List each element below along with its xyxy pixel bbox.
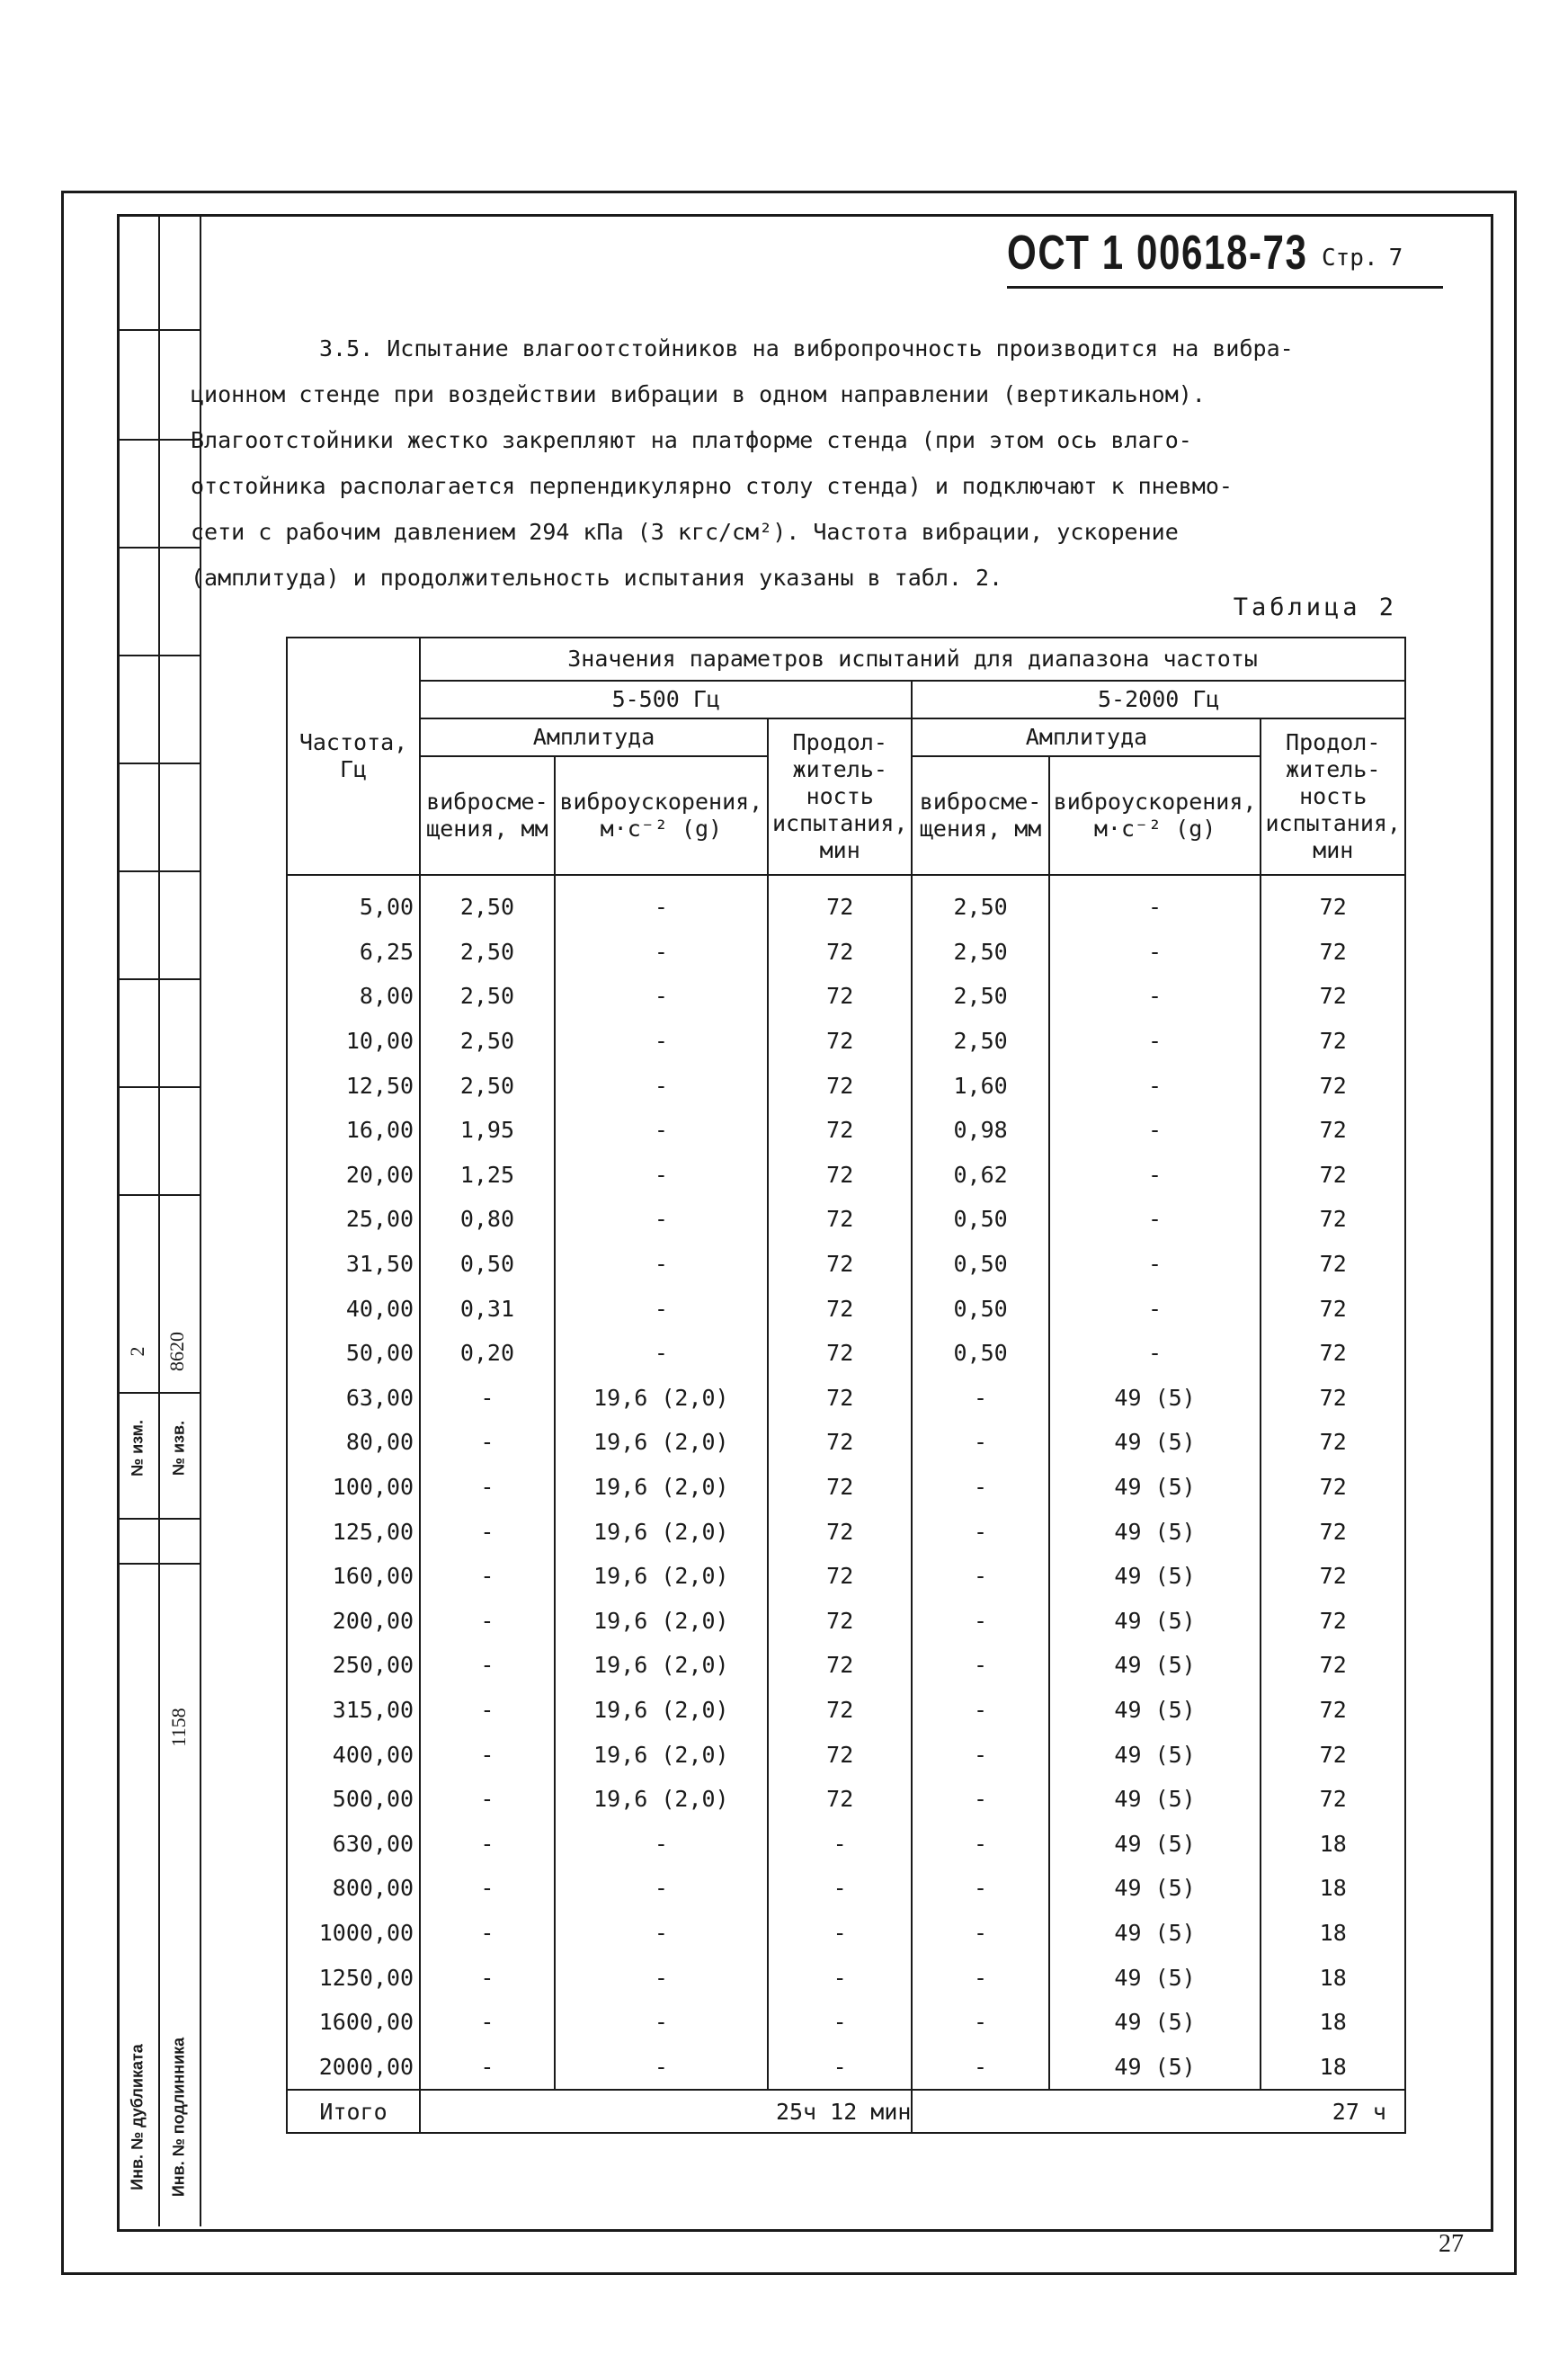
side-stamp-divider <box>117 1086 200 1088</box>
table-cell: - <box>768 1866 913 1911</box>
frequency-cell: 125,00 <box>287 1509 420 1554</box>
table-cell: - <box>1049 930 1261 975</box>
table-cell: 72 <box>768 1554 913 1599</box>
table-row <box>287 1955 1405 2000</box>
table-cell: 49 (5) <box>1049 1955 1261 2000</box>
table-row <box>287 1376 1405 1421</box>
table-cell: - <box>555 1955 768 2000</box>
total-range2: 27 ч <box>912 2090 1405 2133</box>
table-cell: - <box>555 1286 768 1331</box>
range2-duration-header: Продол-житель-ность испытания, мин <box>1261 718 1405 875</box>
table-cell: 72 <box>768 1688 913 1733</box>
table-cell: 72 <box>1261 1554 1405 1599</box>
table-cell: 49 (5) <box>1049 1376 1261 1421</box>
table-cell: - <box>912 1777 1048 1822</box>
table-cell: 49 (5) <box>1049 1643 1261 1688</box>
table-cell: - <box>912 1866 1048 1911</box>
table-cell: - <box>555 1153 768 1198</box>
side-stamp-divider <box>117 1392 200 1394</box>
table-cell: - <box>555 2000 768 2045</box>
table-cell: 19,6 (2,0) <box>555 1599 768 1644</box>
frequency-cell: 8,00 <box>287 974 420 1019</box>
frequency-header: Частота, Гц <box>287 638 420 875</box>
frequency-cell: 80,00 <box>287 1420 420 1465</box>
table-cell: 19,6 (2,0) <box>555 1465 768 1510</box>
table-cell: - <box>912 1955 1048 2000</box>
frequency-cell: 16,00 <box>287 1108 420 1153</box>
table-row <box>287 875 1405 930</box>
table-cell: - <box>420 1821 555 1866</box>
table-cell: - <box>420 1376 555 1421</box>
notice-number: 8620 <box>165 1332 188 1371</box>
table-cell: 72 <box>1261 1599 1405 1644</box>
table-row <box>287 1197 1405 1242</box>
table-cell: 2,50 <box>912 1019 1048 1064</box>
table-row <box>287 1331 1405 1376</box>
section-paragraph <box>191 326 1389 601</box>
table-cell: 72 <box>768 1465 913 1510</box>
side-stamp-divider <box>117 547 200 549</box>
table-cell: 72 <box>768 930 913 975</box>
table-cell: - <box>420 1688 555 1733</box>
table-cell: 0,80 <box>420 1197 555 1242</box>
table-cell: - <box>420 1777 555 1822</box>
table-cell: 2,50 <box>912 875 1048 930</box>
frequency-cell: 315,00 <box>287 1688 420 1733</box>
table-row <box>287 1688 1405 1733</box>
table-cell: - <box>420 1599 555 1644</box>
paragraph-line: ционном стенде при воздействии вибрации в одном направлении (вертикальном). <box>191 381 1206 407</box>
table-cell: 19,6 (2,0) <box>555 1777 768 1822</box>
table-cell: - <box>420 2044 555 2090</box>
table-cell: 72 <box>768 875 913 930</box>
table-cell: - <box>555 1242 768 1287</box>
paragraph-line: отстойника располагается перпендикулярно столу стенда) и подключают к пневмо- <box>191 473 1233 499</box>
frequency-cell: 5,00 <box>287 875 420 930</box>
side-stamp-divider <box>117 1194 200 1196</box>
table-cell: 0,50 <box>912 1286 1048 1331</box>
table-cell: 72 <box>1261 1465 1405 1510</box>
frequency-cell: 100,00 <box>287 1465 420 1510</box>
side-stamp-divider <box>117 1518 200 1520</box>
table-row <box>287 1509 1405 1554</box>
frequency-cell: 630,00 <box>287 1821 420 1866</box>
table-cell: 72 <box>768 1197 913 1242</box>
page-header-number <box>1322 245 1403 272</box>
table-cell: 18 <box>1261 2000 1405 2045</box>
table-cell: - <box>912 1599 1048 1644</box>
header-rule <box>1007 286 1443 289</box>
table-row <box>287 2000 1405 2045</box>
table-cell: 18 <box>1261 1911 1405 1956</box>
table-cell: - <box>555 1331 768 1376</box>
table-cell: 49 (5) <box>1049 2000 1261 2045</box>
table-cell: 49 (5) <box>1049 1465 1261 1510</box>
frequency-cell: 800,00 <box>287 1866 420 1911</box>
table-cell: - <box>555 1197 768 1242</box>
side-stamp-divider <box>117 329 200 331</box>
frequency-cell: 200,00 <box>287 1599 420 1644</box>
table-cell: - <box>555 974 768 1019</box>
table-row <box>287 930 1405 975</box>
table-cell: - <box>1049 875 1261 930</box>
table-cell: 72 <box>1261 1108 1405 1153</box>
table-cell: 72 <box>1261 1509 1405 1554</box>
table-cell: 0,50 <box>912 1242 1048 1287</box>
table-cell: 0,31 <box>420 1286 555 1331</box>
table-cell: - <box>768 1821 913 1866</box>
side-stamp-divider <box>117 978 200 980</box>
table-cell: 72 <box>1261 1777 1405 1822</box>
table-row <box>287 1019 1405 1064</box>
table-cell: 72 <box>1261 1286 1405 1331</box>
table-cell: 19,6 (2,0) <box>555 1420 768 1465</box>
table-cell: 72 <box>768 1242 913 1287</box>
frequency-cell: 500,00 <box>287 1777 420 1822</box>
frequency-cell: 6,25 <box>287 930 420 975</box>
table-cell: 72 <box>768 1286 913 1331</box>
paragraph-line: (амплитуда) и продолжительность испытания указаны в табл. 2. <box>191 565 1003 591</box>
table-row <box>287 974 1405 1019</box>
document-code: ОСТ 1 00618-73 <box>1007 226 1308 280</box>
table-cell: - <box>768 1955 913 2000</box>
table-cell: - <box>420 1465 555 1510</box>
side-stamp-divider <box>117 763 200 764</box>
paragraph-line: 3.5. Испытание влагоотстойников на вибропрочность производится на вибра- <box>319 335 1294 361</box>
original-inventory-label: Инв. № подлинника <box>169 2037 188 2198</box>
table-cell: - <box>1049 1242 1261 1287</box>
table-cell: 1,60 <box>912 1063 1048 1108</box>
table-cell: 72 <box>1261 1019 1405 1064</box>
table-row <box>287 1643 1405 1688</box>
frequency-cell: 12,50 <box>287 1063 420 1108</box>
table-cell: 72 <box>1261 1331 1405 1376</box>
table-cell: - <box>912 1643 1048 1688</box>
table-cell: 72 <box>768 1643 913 1688</box>
table-cell: 0,50 <box>912 1197 1048 1242</box>
table-cell: - <box>420 1509 555 1554</box>
table-cell: 72 <box>1261 1153 1405 1198</box>
table-cell: - <box>420 1643 555 1688</box>
table-cell: - <box>912 2000 1048 2045</box>
table-cell: 19,6 (2,0) <box>555 1643 768 1688</box>
table-row <box>287 1063 1405 1108</box>
table-cell: 0,20 <box>420 1331 555 1376</box>
table-row <box>287 1108 1405 1153</box>
table-cell: - <box>420 1420 555 1465</box>
table-cell: 49 (5) <box>1049 1821 1261 1866</box>
range1-amplitude-header: Амплитуда <box>420 718 768 756</box>
table-cell: - <box>1049 1286 1261 1331</box>
table-cell: - <box>768 2000 913 2045</box>
notice-number-label: № изв. <box>169 1420 188 1476</box>
frequency-cell: 63,00 <box>287 1376 420 1421</box>
table-cell: 0,50 <box>420 1242 555 1287</box>
original-inventory-number: 1158 <box>167 1708 190 1747</box>
table-cell: - <box>912 1420 1048 1465</box>
table-cell: 72 <box>1261 1688 1405 1733</box>
frequency-cell: 400,00 <box>287 1732 420 1777</box>
table-cell: 2,50 <box>912 974 1048 1019</box>
table-cell: 72 <box>1261 875 1405 930</box>
table-cell: 72 <box>768 1599 913 1644</box>
table-row <box>287 1599 1405 1644</box>
table-cell: - <box>555 1019 768 1064</box>
side-stamp-divider <box>117 655 200 656</box>
table-cell: - <box>912 1509 1048 1554</box>
table-cell: 72 <box>768 1019 913 1064</box>
table-cell: - <box>555 1063 768 1108</box>
table-cell: 0,50 <box>912 1331 1048 1376</box>
table-cell: 2,50 <box>420 974 555 1019</box>
table-cell: 49 (5) <box>1049 1777 1261 1822</box>
range1-displacement-header: вибросме-щения, мм <box>420 756 555 875</box>
frequency-cell: 250,00 <box>287 1643 420 1688</box>
table-cell: - <box>1049 1108 1261 1153</box>
table-cell: 72 <box>768 1063 913 1108</box>
range2-amplitude-header: Амплитуда <box>912 718 1261 756</box>
table-cell: - <box>1049 1063 1261 1108</box>
table-cell: 2,50 <box>420 1063 555 1108</box>
table-row <box>287 1821 1405 1866</box>
side-stamp <box>117 214 200 2226</box>
table-cell: 2,50 <box>420 930 555 975</box>
table-cell: 1,25 <box>420 1153 555 1198</box>
change-number-label: № изм. <box>128 1420 147 1476</box>
table-cell: 72 <box>768 1509 913 1554</box>
range2-acceleration-header: виброускорения, м·с⁻² (g) <box>1049 756 1261 875</box>
total-range1: 25ч 12 мин <box>420 2090 912 2133</box>
table-cell: 72 <box>768 1153 913 1198</box>
table-cell: - <box>555 1108 768 1153</box>
table-row <box>287 1911 1405 1956</box>
table-cell: 49 (5) <box>1049 1599 1261 1644</box>
table-cell: 72 <box>1261 1063 1405 1108</box>
table-row <box>287 1465 1405 1510</box>
table-cell: 72 <box>1261 1197 1405 1242</box>
frequency-cell: 50,00 <box>287 1331 420 1376</box>
table-cell: - <box>1049 1019 1261 1064</box>
table-cell: 72 <box>768 1777 913 1822</box>
frequency-cell: 1600,00 <box>287 2000 420 2045</box>
table-cell: - <box>1049 1197 1261 1242</box>
table-cell: 18 <box>1261 2044 1405 2090</box>
side-stamp-col-1 <box>117 214 160 2226</box>
table-cell: 72 <box>768 1376 913 1421</box>
table-cell: 19,6 (2,0) <box>555 1732 768 1777</box>
page-number: 7 <box>1388 245 1403 272</box>
table-cell: - <box>555 2044 768 2090</box>
table-cell: - <box>555 1821 768 1866</box>
table-cell: 72 <box>768 1732 913 1777</box>
table-cell: 72 <box>1261 1420 1405 1465</box>
frequency-cell: 10,00 <box>287 1019 420 1064</box>
table-cell: 49 (5) <box>1049 1688 1261 1733</box>
table-cell: - <box>555 930 768 975</box>
table-cell: - <box>912 1554 1048 1599</box>
table-body <box>287 875 1405 2090</box>
table-cell: - <box>768 1911 913 1956</box>
table-cell: - <box>1049 1153 1261 1198</box>
table-cell: 19,6 (2,0) <box>555 1376 768 1421</box>
table-row <box>287 1777 1405 1822</box>
page-label: Стр. <box>1322 245 1378 272</box>
table-cell: 49 (5) <box>1049 1732 1261 1777</box>
paragraph-line: сети с рабочим давлением 294 кПа (3 кгс/см²). Частота вибрации, ускорение <box>191 519 1179 545</box>
table-row <box>287 2044 1405 2090</box>
table-cell: - <box>768 2044 913 2090</box>
table-cell: 2,50 <box>420 875 555 930</box>
table-cell: - <box>912 1732 1048 1777</box>
range1-acceleration-header: виброускорения, м·с⁻² (g) <box>555 756 768 875</box>
table-cell: 18 <box>1261 1955 1405 2000</box>
side-stamp-divider <box>117 439 200 441</box>
test-parameters-table <box>286 637 1406 2134</box>
range2-header: 5-2000 Гц <box>912 681 1405 718</box>
table-cell: 72 <box>768 1331 913 1376</box>
table-cell: 49 (5) <box>1049 1866 1261 1911</box>
frequency-cell: 25,00 <box>287 1197 420 1242</box>
table-cell: - <box>555 1866 768 1911</box>
table-cell: - <box>912 1465 1048 1510</box>
table-cell: - <box>420 1732 555 1777</box>
table-cell: 18 <box>1261 1866 1405 1911</box>
table-cell: - <box>420 1866 555 1911</box>
frequency-cell: 1250,00 <box>287 1955 420 2000</box>
table-cell: 72 <box>1261 1732 1405 1777</box>
table-cell: - <box>1049 1331 1261 1376</box>
frequency-cell: 20,00 <box>287 1153 420 1198</box>
table-cell: 49 (5) <box>1049 1554 1261 1599</box>
paragraph-line: Влагоотстойники жестко закрепляют на платформе стенда (при этом ось влаго- <box>191 427 1192 453</box>
table-caption: Таблица 2 <box>1233 593 1397 621</box>
table-cell: 49 (5) <box>1049 2044 1261 2090</box>
range1-duration-header: Продол-житель-ность испытания, мин <box>768 718 913 875</box>
table-cell: 19,6 (2,0) <box>555 1509 768 1554</box>
table-cell: 72 <box>1261 1242 1405 1287</box>
table-cell: 18 <box>1261 1821 1405 1866</box>
table-row <box>287 1866 1405 1911</box>
table-cell: 72 <box>1261 1643 1405 1688</box>
table-row <box>287 1420 1405 1465</box>
table-cell: 49 (5) <box>1049 1420 1261 1465</box>
table-row <box>287 1732 1405 1777</box>
table-cell: 2,50 <box>420 1019 555 1064</box>
table-cell: - <box>912 1821 1048 1866</box>
table-cell: - <box>912 1688 1048 1733</box>
table-cell: 49 (5) <box>1049 1911 1261 1956</box>
frequency-cell: 160,00 <box>287 1554 420 1599</box>
total-label: Итого <box>287 2090 420 2133</box>
frequency-cell: 40,00 <box>287 1286 420 1331</box>
table-cell: - <box>912 1911 1048 1956</box>
table-row <box>287 1153 1405 1198</box>
range1-header: 5-500 Гц <box>420 681 912 718</box>
table-cell: 1,95 <box>420 1108 555 1153</box>
table-row <box>287 1554 1405 1599</box>
range2-displacement-header: вибросме-щения, мм <box>912 756 1048 875</box>
table-cell: - <box>912 1376 1048 1421</box>
frequency-cell: 2000,00 <box>287 2044 420 2090</box>
table-cell: 72 <box>1261 930 1405 975</box>
table-cell: - <box>420 1911 555 1956</box>
side-stamp-divider <box>117 1563 200 1565</box>
table-cell: - <box>1049 974 1261 1019</box>
table-cell: - <box>555 1911 768 1956</box>
table-cell: 72 <box>768 1108 913 1153</box>
frequency-cell: 1000,00 <box>287 1911 420 1956</box>
duplicate-inventory-label: Инв. № дубликата <box>128 2044 147 2190</box>
table-cell: - <box>420 1554 555 1599</box>
table-cell: 19,6 (2,0) <box>555 1554 768 1599</box>
table-cell: 72 <box>1261 1376 1405 1421</box>
group-header: Значения параметров испытаний для диапазона частоты <box>420 638 1405 681</box>
table-cell: - <box>912 2044 1048 2090</box>
table-cell: - <box>420 2000 555 2045</box>
frequency-cell: 31,50 <box>287 1242 420 1287</box>
table-row <box>287 1242 1405 1287</box>
bottom-page-number: 27 <box>1439 2230 1464 2258</box>
table-cell: 0,98 <box>912 1108 1048 1153</box>
table-cell: - <box>420 1955 555 2000</box>
table-cell: 72 <box>1261 974 1405 1019</box>
table-cell: 72 <box>768 974 913 1019</box>
table-cell: 0,62 <box>912 1153 1048 1198</box>
table-cell: - <box>555 875 768 930</box>
table-cell: 19,6 (2,0) <box>555 1688 768 1733</box>
side-stamp-divider <box>117 870 200 872</box>
table-cell: 2,50 <box>912 930 1048 975</box>
table-cell: 72 <box>768 1420 913 1465</box>
table-row <box>287 1286 1405 1331</box>
change-number: 2 <box>126 1346 148 1357</box>
table-cell: 49 (5) <box>1049 1509 1261 1554</box>
